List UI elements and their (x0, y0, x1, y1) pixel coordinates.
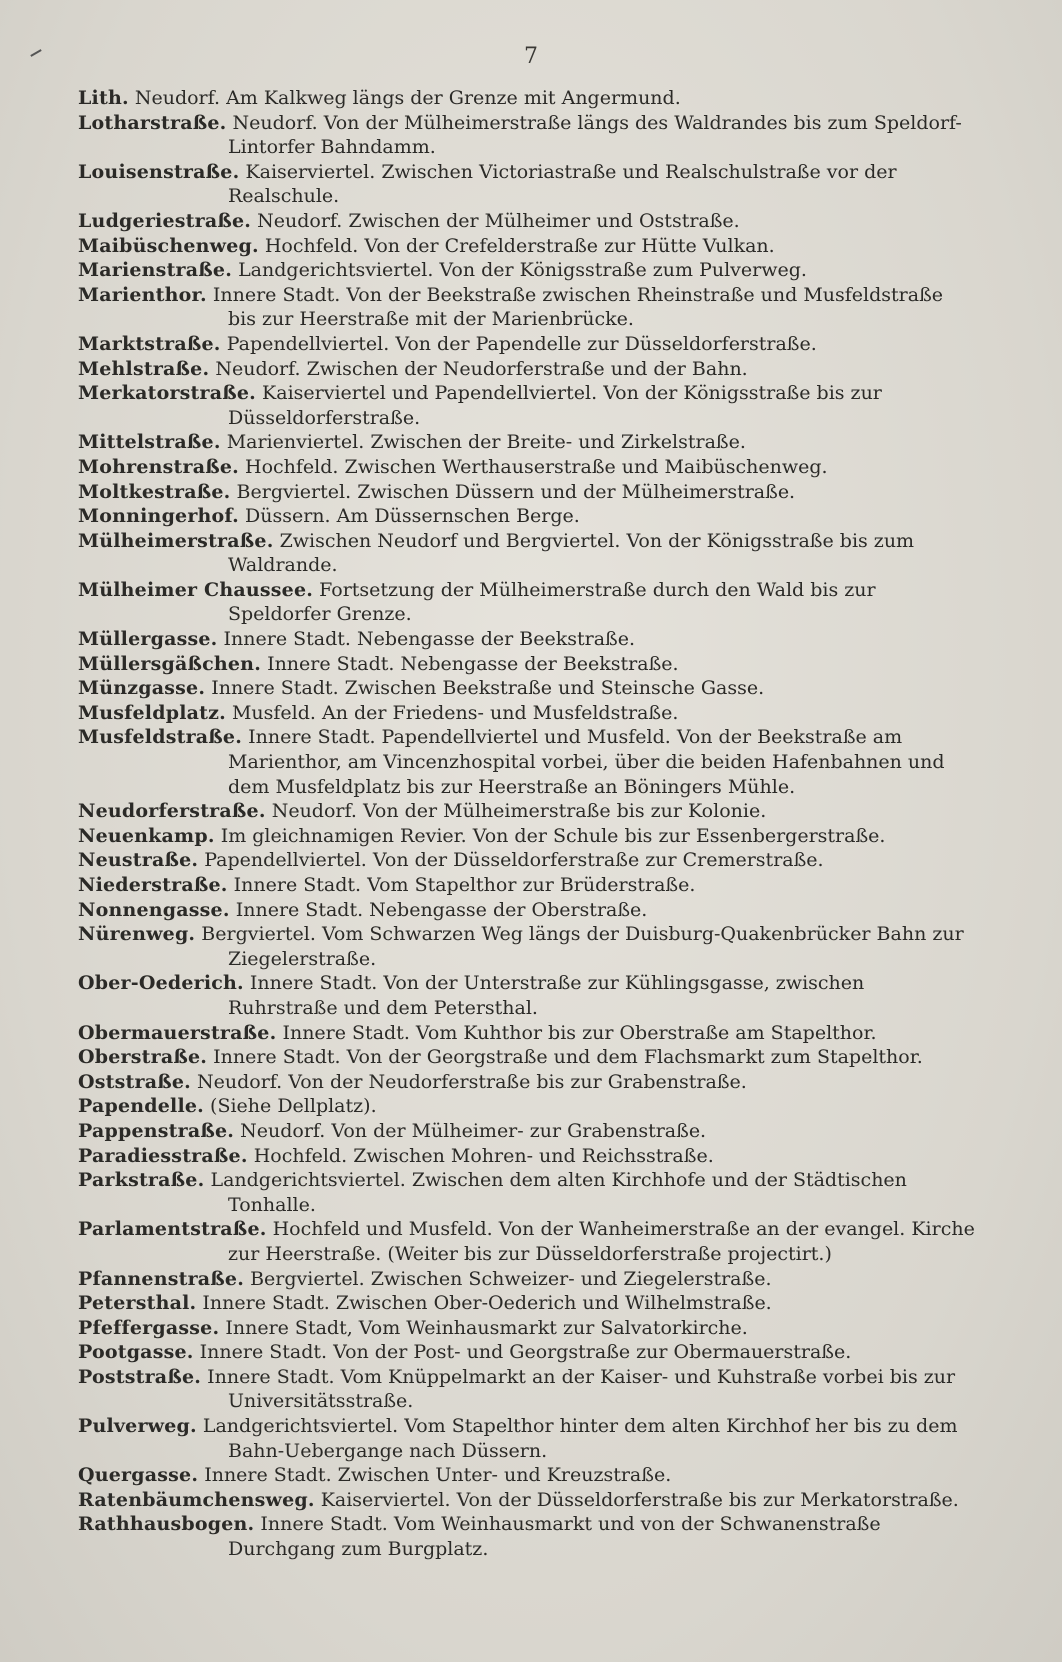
street-name: Marienthor. (78, 283, 207, 306)
street-description: Vom Stapelthor zur Brüderstraße. (367, 874, 696, 896)
district: Hochfeld. (264, 234, 359, 257)
district: Innere Stadt. (235, 898, 364, 921)
district: Kaiserviertel. (320, 1488, 451, 1511)
street-name: Obermauerstraße. (78, 1021, 277, 1044)
district: Bergviertel. (236, 480, 352, 503)
street-description: Von der Königsstraße bis zum Waldrande. (228, 529, 915, 577)
directory-entry (78, 578, 976, 627)
directory-entry (78, 455, 976, 480)
street-description: Von der Düsseldorferstraße zur Cremerstraße. (372, 849, 824, 872)
street-name: Petersthal. (78, 1292, 197, 1315)
directory-entry (78, 1463, 976, 1488)
district: Innere Stadt. (233, 874, 362, 896)
street-description: Von der Post- und Georgstraße zur Obermauerstraße. (333, 1341, 852, 1364)
district: Innere Stadt. (223, 628, 351, 651)
street-name: Ratenbäumchensweg. (78, 1488, 315, 1511)
district: Innere Stadt. (248, 726, 376, 749)
directory-entry (78, 1094, 976, 1119)
district: Musfeld. (231, 701, 316, 724)
street-description: Zwischen der Breite- und Zirkelstraße. (370, 431, 746, 454)
directory-entry (78, 1021, 976, 1046)
directory-entry (78, 652, 976, 677)
street-name: Pappenstraße. (78, 1119, 235, 1142)
district: Innere Stadt. (207, 1365, 335, 1388)
directory-entry (78, 971, 976, 1020)
street-description: Zwischen Düssern und der Mülheimerstraße. (357, 480, 796, 503)
street-name: Ober-Oederich. (78, 972, 244, 995)
street-name: Quergasse. (78, 1464, 199, 1487)
district: Bergviertel. (250, 1267, 365, 1290)
street-name: Mehlstraße. (78, 357, 210, 380)
directory-entry (78, 824, 976, 849)
street-name: Müllersgäßchen. (78, 652, 262, 675)
directory-entry (78, 676, 976, 701)
district: Innere Stadt. (213, 1046, 341, 1069)
street-name: Niederstraße. (78, 874, 228, 896)
street-description: Zwischen Schweizer- und Ziegelerstraße. (370, 1267, 772, 1290)
district: Hochfeld. (253, 1144, 348, 1167)
street-description: (Siehe Dellplatz). (210, 1095, 377, 1118)
district: Innere Stadt. (211, 677, 339, 700)
street-description: Von der Königsstraße bis zur Düsseldorferstraße. (228, 382, 882, 429)
street-name: Lotharstraße. (78, 111, 227, 134)
district: Papendellviertel. (204, 849, 367, 872)
directory-entry (78, 1340, 976, 1365)
street-directory (78, 86, 976, 1562)
street-description: Papendellviertel und Musfeld. Von der Beekstraße am Marienthor, am Vincenzhospital vorbei, über die beiden Hafenbahnen und dem Musfeldplatz bis zur Heerstraße an Böningers Mühle. (228, 726, 945, 798)
directory-entry (78, 283, 976, 332)
district: Marienviertel. (226, 431, 365, 454)
street-description: Nebengasse der Beekstraße. (356, 628, 636, 651)
street-description: Vom Schwarzen Weg längs der Duisburg-Quakenbrücker Bahn zur Ziegelerstraße. (228, 923, 964, 970)
street-name: Monningerhof. (78, 505, 239, 528)
directory-entry (78, 922, 976, 971)
street-name: Musfeldstraße. (78, 726, 243, 749)
street-description: An der Friedens- und Musfeldstraße. (322, 701, 679, 724)
street-description: Am Düssernschen Berge. (336, 505, 580, 528)
street-name: Maibüschenweg. (78, 234, 259, 257)
street-name: Mülheimerstraße. (78, 529, 274, 552)
directory-entry (78, 1316, 976, 1341)
district: Neudorf. (215, 357, 301, 380)
district: Neudorf. (240, 1119, 326, 1142)
street-description: Von der Schule bis zur Essenbergerstraße. (472, 824, 886, 847)
district: Papendellviertel. (226, 332, 390, 355)
district: Innere Stadt. (212, 283, 341, 306)
street-name: Nürenweg. (78, 923, 196, 946)
directory-entry (78, 332, 976, 357)
directory-entry (78, 1045, 976, 1070)
directory-entry (78, 86, 976, 111)
directory-entry (78, 357, 976, 382)
street-description: Vom Stapelthor hinter dem alten Kirchhof her bis zu dem Bahn-Uebergange nach Düssern. (228, 1415, 958, 1462)
street-name: Poststraße. (78, 1365, 202, 1388)
street-name: Musfeldplatz. (78, 701, 226, 724)
directory-entry (78, 1119, 976, 1144)
district: Innere Stadt. (204, 1464, 332, 1487)
district: Kaiserviertel und Papendellviertel. (262, 382, 598, 405)
district: Innere Stadt. (267, 652, 395, 675)
directory-entry (78, 725, 976, 799)
directory-entry (78, 1070, 976, 1095)
street-description: Von der Papendelle zur Düsseldorferstraße. (395, 332, 817, 355)
street-description: Von der Georgstraße und dem Flachsmarkt zum Stapelthor. (346, 1046, 923, 1069)
street-name: Neustraße. (78, 849, 199, 872)
district: Hochfeld und Musfeld. (272, 1218, 493, 1241)
directory-entry (78, 1512, 976, 1561)
directory-entry (78, 898, 976, 923)
district: Bergviertel. (201, 923, 316, 946)
district: Neudorf. (232, 111, 318, 134)
directory-entry (78, 799, 976, 824)
directory-entry (78, 504, 976, 529)
street-name: Neudorferstraße. (78, 800, 266, 823)
district: Innere Stadt. (282, 1021, 410, 1044)
street-name: Parlamentstraße. (78, 1218, 267, 1241)
directory-entry (78, 1168, 976, 1217)
district: Neudorf. (257, 209, 343, 232)
street-description: Zwischen der Mülheimer und Oststraße. (348, 209, 740, 232)
street-description: Von der Crefelderstraße zur Hütte Vulkan. (364, 234, 775, 257)
district: Innere Stadt. (199, 1341, 328, 1364)
directory-entry (78, 1488, 976, 1513)
street-description: Von der Mülheimerstraße bis zur Kolonie. (362, 800, 767, 823)
street-name: Rathhausbogen. (78, 1513, 255, 1536)
street-description: Vom Knüppelmarkt an der Kaiser- und Kuhstraße vorbei bis zur Universitätsstraße. (228, 1365, 956, 1413)
directory-entry (78, 1144, 976, 1169)
street-description: Von der Mülheimerstraße längs des Waldrandes bis zum Speldorf-Lintorfer Bahndamm. (228, 111, 962, 159)
page-number: 7 (524, 44, 538, 69)
street-name: Oberstraße. (78, 1046, 208, 1069)
street-description: Zwischen Ober-Oederich und Wilhelmstraße. (335, 1292, 772, 1315)
district: Neudorf. (134, 87, 221, 109)
street-name: Pfannenstraße. (78, 1267, 245, 1290)
district: Im gleichnamigen Revier. (220, 824, 467, 847)
street-name: Nonnengasse. (78, 898, 230, 921)
directory-entry (78, 258, 976, 283)
street-description: Fortsetzung der Mülheimerstraße durch den Wald bis zur Speldorfer Grenze. (228, 578, 876, 626)
street-name: Müllergasse. (78, 628, 218, 651)
street-description: Am Kalkweg längs der Grenze mit Angermund. (226, 87, 681, 109)
street-name: Pfeffergasse. (78, 1316, 220, 1339)
street-description: Nebengasse der Oberstraße. (369, 898, 648, 921)
street-name: Mohrenstraße. (78, 455, 239, 478)
street-name: Pootgasse. (78, 1341, 194, 1364)
street-description: Von der Beekstraße zwischen Rheinstraße und Musfeldstraße bis zur Heerstraße mit der Marienbrücke. (228, 283, 944, 331)
street-description: Vom Weinhausmarkt zur Salvatorkirche. (358, 1316, 748, 1339)
directory-entry (78, 381, 976, 430)
directory-entry (78, 209, 976, 234)
directory-entry (78, 234, 976, 259)
directory-entry (78, 111, 976, 160)
street-description: Von der Mülheimer- zur Grabenstraße. (331, 1119, 707, 1142)
directory-entry (78, 480, 976, 505)
street-name: Marienstraße. (78, 259, 233, 282)
street-description: Zwischen Unter- und Kreuzstraße. (337, 1464, 672, 1487)
street-description: Zwischen Mohren- und Reichsstraße. (353, 1144, 714, 1167)
street-description: Vom Kuhthor bis zur Oberstraße am Stapelthor. (415, 1021, 877, 1044)
district: Innere Stadt. (249, 972, 378, 995)
district: Düssern. (245, 505, 331, 528)
directory-entry (78, 1217, 976, 1266)
street-name: Neuenkamp. (78, 824, 215, 847)
street-name: Pulverweg. (78, 1415, 197, 1438)
street-name: Münzgasse. (78, 677, 206, 700)
district: Landgerichtsviertel. (202, 1415, 399, 1438)
district: Landgerichtsviertel. (238, 259, 434, 282)
street-name: Lith. (78, 87, 129, 109)
directory-entry (78, 627, 976, 652)
street-description: Zwischen dem alten Kirchhofe und der Städtischen Tonhalle. (228, 1169, 907, 1216)
directory-entry (78, 873, 976, 898)
street-name: Marktstraße. (78, 332, 221, 355)
directory-entry (78, 160, 976, 209)
directory-entry (78, 529, 976, 578)
street-description: Von der Düsseldorferstraße bis zur Merkatorstraße. (456, 1488, 959, 1511)
district: Neudorf. (197, 1070, 283, 1093)
street-name: Ludgeriestraße. (78, 209, 252, 232)
street-description: Von der Unterstraße zur Kühlingsgasse, zwischen Ruhrstraße und dem Petersthal. (228, 972, 865, 1019)
street-name: Merkatorstraße. (78, 382, 256, 405)
street-description: Zwischen Victoriastraße und Realschulstraße vor der Realschule. (228, 160, 897, 208)
district: Neudorf. (271, 800, 357, 823)
directory-entry (78, 848, 976, 873)
street-description: Zwischen Werthauserstraße und Maibüschenweg. (344, 455, 828, 478)
street-name: Oststraße. (78, 1070, 191, 1093)
street-description: Zwischen Beekstraße und Steinsche Gasse. (344, 677, 765, 700)
street-name: Paradiesstraße. (78, 1144, 248, 1167)
street-description: Vom Weinhausmarkt und von der Schwanenstraße Durchgang zum Burgplatz. (228, 1513, 881, 1561)
directory-entry (78, 1267, 976, 1292)
directory-entry (78, 1365, 976, 1414)
street-description: Zwischen der Neudorferstraße und der Bahn. (306, 357, 748, 380)
directory-entry (78, 430, 976, 455)
street-description: Von der Neudorferstraße bis zur Grabenstraße. (288, 1070, 747, 1093)
street-name: Mülheimer Chaussee. (78, 578, 314, 601)
directory-entry (78, 1291, 976, 1316)
street-name: Mittelstraße. (78, 431, 221, 454)
district: Landgerichtsviertel. (210, 1169, 406, 1192)
district: Innere Stadt. (202, 1292, 330, 1315)
district: Hochfeld. (245, 455, 339, 478)
district: Innere Stadt. (260, 1513, 388, 1536)
district: Zwischen Neudorf und Bergviertel. (279, 529, 621, 552)
street-name: Parkstraße. (78, 1169, 205, 1192)
street-description: Von der Königsstraße zum Pulverweg. (439, 259, 807, 282)
street-description: Nebengasse der Beekstraße. (400, 652, 679, 675)
directory-entry (78, 1414, 976, 1463)
street-name: Moltkestraße. (78, 480, 231, 503)
street-name: Papendelle. (78, 1095, 204, 1118)
district: Innere Stadt, (225, 1316, 353, 1339)
street-name: Louisenstraße. (78, 160, 240, 183)
directory-entry (78, 701, 976, 726)
street-description: Von der Wanheimerstraße an der evangel. Kirche zur Heerstraße. (Weiter bis zur Düsseldorferstraße projectirt.) (228, 1218, 975, 1265)
district: Kaiserviertel. (245, 160, 376, 183)
